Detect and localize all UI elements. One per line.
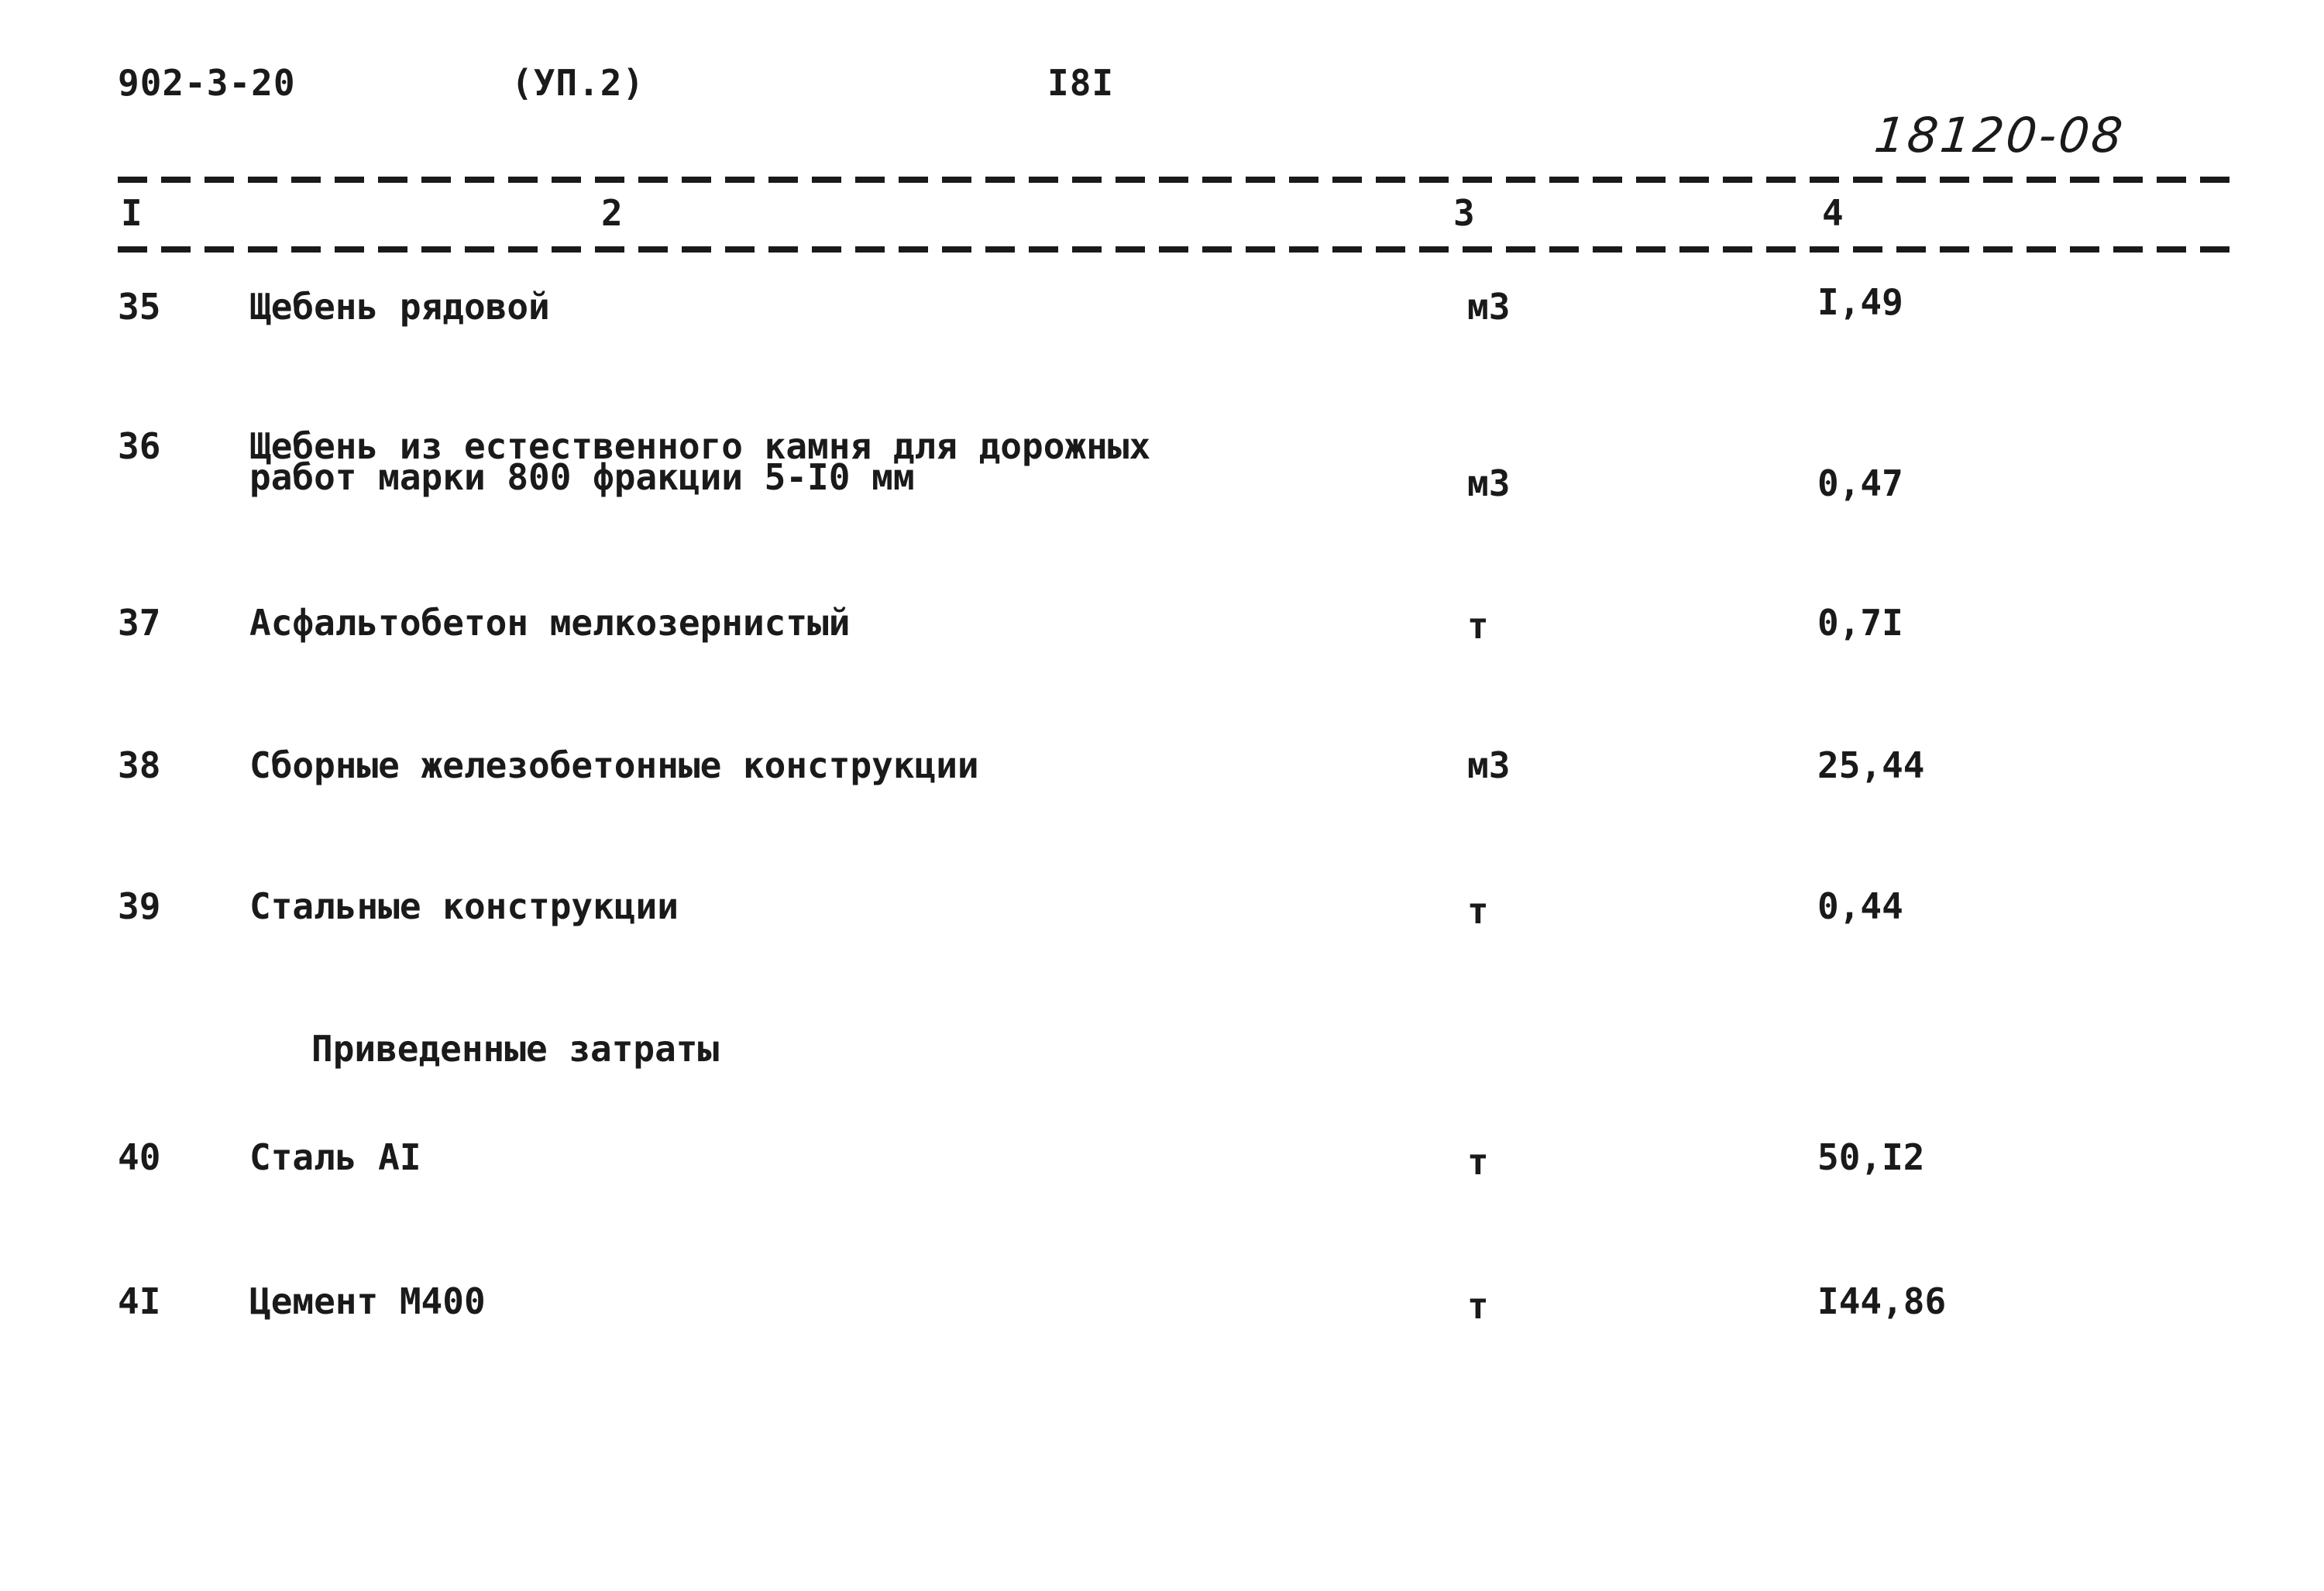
row-name: Сборные железобетонные конструкции	[249, 744, 979, 786]
row-unit: т	[1467, 1141, 1489, 1183]
column-header-3: 3	[1453, 192, 1475, 234]
row-value: 0,44	[1817, 885, 1903, 927]
row-unit: м3	[1467, 744, 1511, 786]
row-value: 0,7I	[1817, 602, 1903, 644]
row-value: I44,86	[1817, 1280, 1947, 1322]
row-name: Щебень из естественного камня для дорожных работ марки 800 фракции 5-I0 мм	[249, 425, 1151, 498]
page-number: I8I	[1047, 62, 1115, 104]
row-number: 4I	[118, 1280, 161, 1322]
section-code: (УП.2)	[511, 62, 645, 104]
header-top-rule	[118, 177, 2240, 183]
row-number: 35	[118, 286, 161, 328]
row-value: 0,47	[1817, 462, 1903, 504]
row-name: Цемент М400	[249, 1280, 486, 1322]
row-name: Сталь АI	[249, 1136, 421, 1178]
header-bottom-rule	[118, 246, 2240, 253]
row-number: 38	[118, 744, 161, 786]
row-unit: м3	[1467, 286, 1511, 328]
row-number: 40	[118, 1136, 161, 1178]
column-header-1: I	[121, 192, 143, 234]
row-unit: м3	[1467, 462, 1511, 504]
handwritten-code: 18120-08	[1872, 107, 2128, 163]
row-number: 39	[118, 885, 161, 927]
row-value: 25,44	[1817, 744, 1925, 786]
section-title: Приведенные затраты	[311, 1028, 720, 1070]
row-unit: т	[1467, 1285, 1489, 1327]
row-name: Щебень рядовой	[249, 286, 550, 328]
row-name: Стальные конструкции	[249, 885, 679, 927]
column-header-2: 2	[601, 192, 623, 234]
row-number: 36	[118, 425, 161, 467]
row-unit: т	[1467, 890, 1489, 932]
row-unit: т	[1467, 605, 1489, 647]
column-header-4: 4	[1822, 192, 1844, 234]
row-value: 50,I2	[1817, 1136, 1925, 1178]
row-value: I,49	[1817, 281, 1903, 323]
row-number: 37	[118, 602, 161, 644]
doc-code: 902-3-20	[118, 62, 296, 104]
row-name: Асфальтобетон мелкозернистый	[249, 602, 851, 644]
